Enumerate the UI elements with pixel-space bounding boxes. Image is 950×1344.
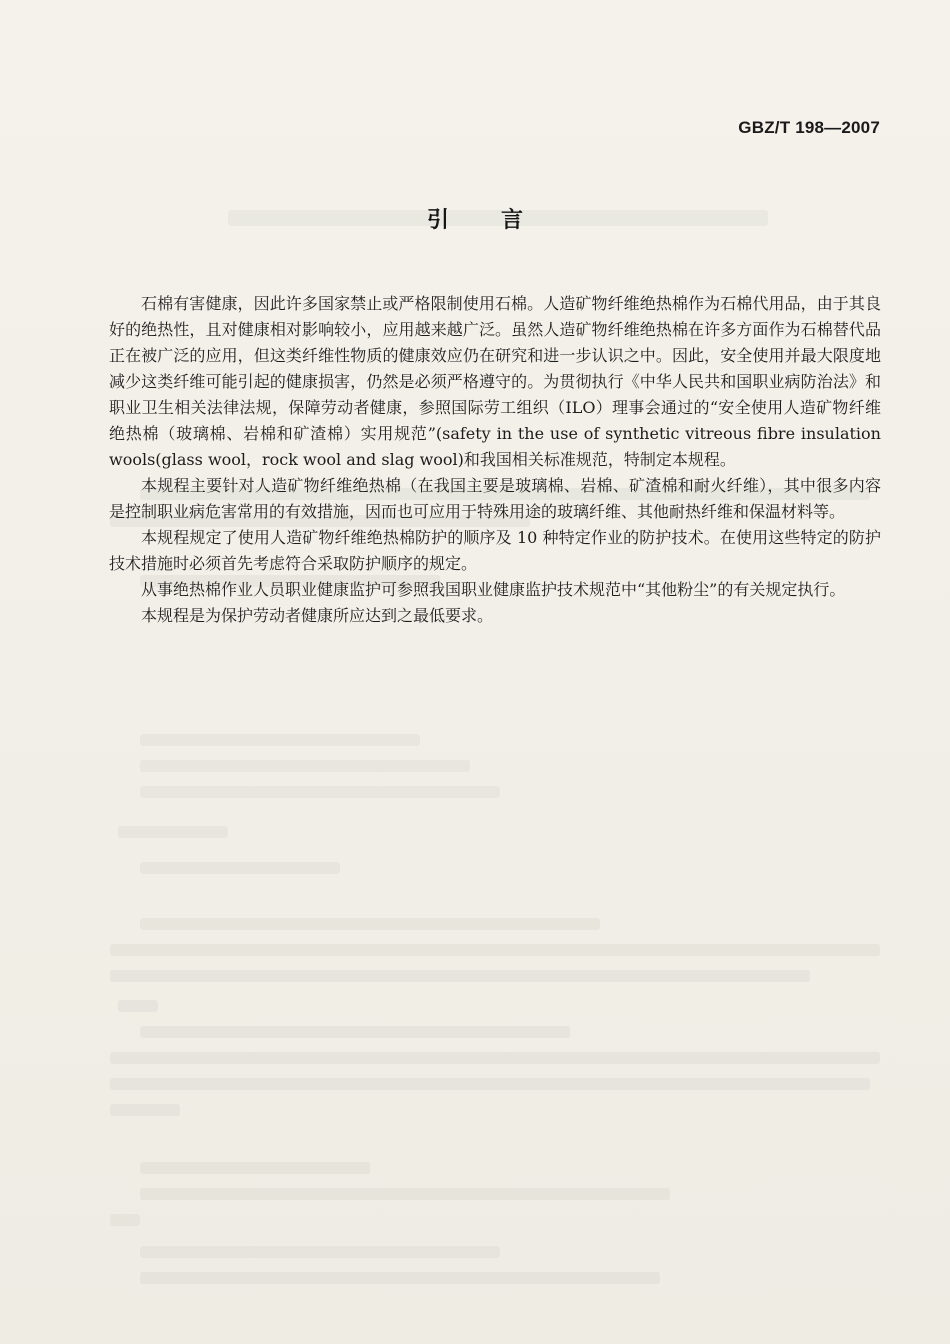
standard-code: GBZ/T 198—2007 (738, 118, 880, 137)
introduction-body (109, 291, 881, 629)
title-char-2: 言 (501, 208, 524, 233)
title-char-1: 引 (426, 208, 449, 233)
paragraph-1: 石棉有害健康，因此许多国家禁止或严格限制使用石棉。人造矿物纤维绝热棉作为石棉代用品，由于其良好的绝热性，且对健康相对影响较小，应用越来越广泛。虽然人造矿物纤维绝热棉在许多方面作为石棉替代品正在被广泛的应用，但这类纤维性物质的健康效应仍在研究和进一步认识之中。因此，安全使用并最大限度地减少这类纤维可能引起的健康损害，仍然是必须严格遵守的。为贯彻执行《中华人民共和国职业病防治法》和职业卫生相关法律法规，保障劳动者健康，参照国际劳工组织（ILO）理事会通过的“安全使用人造矿物纤维绝热棉（玻璃棉、岩棉和矿渣棉）实用规范”(safety in the use of synthetic vitreous fibre insulation wools(glass wool，rock wool and slag wool)和我国相关标准规范，特制定本规程。 (109, 294, 881, 469)
paragraph-4: 从事绝热棉作业人员职业健康监护可参照我国职业健康监护技术规范中“其他粉尘”的有关规定执行。 (141, 580, 846, 599)
paragraph-3: 本规程规定了使用人造矿物纤维绝热棉防护的顺序及 10 种特定作业的防护技术。在使用这些特定的防护技术措施时必须首先考虑符合采取防护顺序的规定。 (109, 528, 881, 573)
paragraph-5: 本规程是为保护劳动者健康所应达到之最低要求。 (141, 606, 494, 625)
paragraph-2: 本规程主要针对人造矿物纤维绝热棉（在我国主要是玻璃棉、岩棉、矿渣棉和耐火纤维），其中很多内容是控制职业病危害常用的有效措施，因而也可应用于特殊用途的玻璃纤维、其他耐热纤维和保温材料等。 (109, 476, 881, 521)
section-title (0, 203, 950, 234)
